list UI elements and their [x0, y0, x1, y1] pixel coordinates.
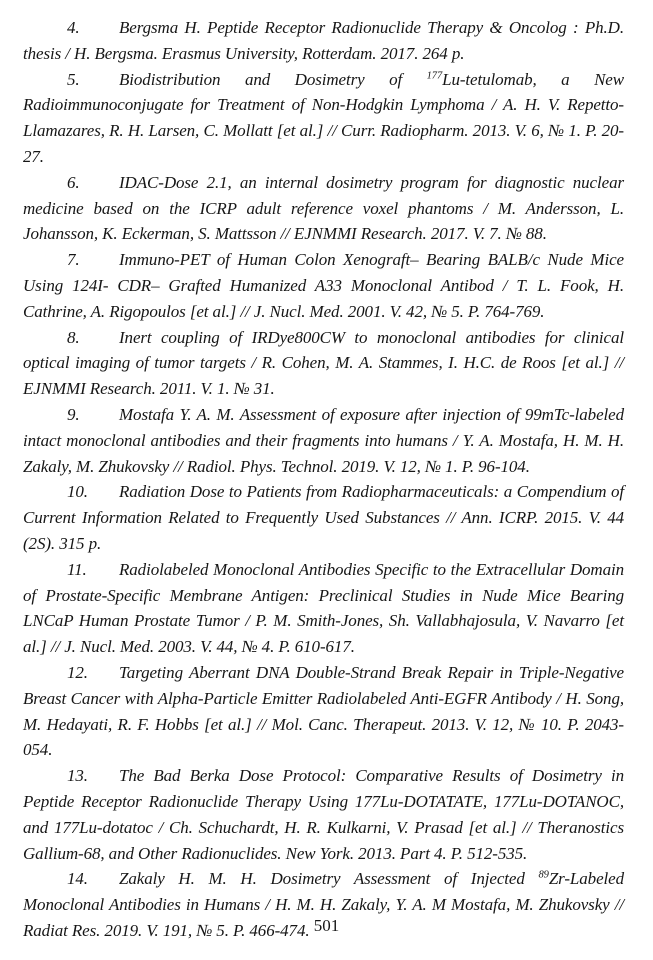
reference-item: 10. Radiation Dose to Patients from Radiopharmaceuticals: a Compendium of Current Information Related to Frequently Used Substances // Ann. ICRP. 2015. V. 44 (2S). 315 p. [23, 479, 624, 556]
page-number: 501 [313, 916, 340, 935]
reference-number: 8. [67, 327, 80, 347]
reference-number: 6. [67, 172, 80, 192]
references-list [23, 15, 624, 944]
reference-item: 5. Biodistribution and Dosimetry of $^{177}$Lu-tetulomab, a New Radioimmunoconjugate for Treatment of Non-Hodgkin Lymphoma / A. H. V. Repetto-Llamazares, R. H. Larsen, C. Mollatt [et al.] // Curr. Radiopharm. 2013. V. 6, № 1. P. 20-27. [23, 67, 624, 170]
reference-number: 9. [67, 404, 80, 424]
reference-item: 13. The Bad Berka Dose Protocol: Comparative Results of Dosimetry in Peptide Receptor Radionuclide Therapy Using 177Lu-DOTATATE, 177Lu-DOTANOC, and 177Lu-dotatoc / Ch. Schuchardt, H. R. Kulkarni, V. Prasad [et al.] // Theranostics Gallium-68, and Other Radionuclides. New York. 2013. Part 4. P. 512-535. [23, 763, 624, 866]
reference-item: 4. Bergsma H. Peptide Receptor Radionuclide Therapy & Oncolog : Ph.D. thesis / H. Bergsma. Erasmus University, Rotterdam. 2017. 264 p. [23, 15, 624, 67]
reference-number: 5. [67, 69, 80, 89]
reference-number: 12. [67, 662, 88, 682]
reference-item: 12. Targeting Aberrant DNA Double-Strand Break Repair in Triple-Negative Breast Cancer with Alpha-Particle Emitter Radiolabeled Anti-EGFR Antibody / H. Song, M. Hedayati, R. F. Hobbs [et al.] // Mol. Canc. Therapeut. 2013. V. 12, № 10. P. 2043-054. [23, 660, 624, 763]
reference-item: 14. Zakaly H. M. H. Dosimetry Assessment of Injected $^{89}$Zr-Labeled Monoclonal Antibodies in Humans / H. M. H. Zakaly, Y. A. M Mostafa, M. Zhukovsky // Radiat Res. 2019. V. 191, № 5. P. 466-474. [23, 866, 624, 943]
reference-number: 14. [67, 869, 88, 889]
reference-item: 7. Immuno-PET of Human Colon Xenograft– Bearing BALB/c Nude Mice Using 124I- CDR– Grafted Humanized A33 Monoclonal Antibod / T. L. Fook, H. Cathrine, A. Rigopoulos [et al.] // J. Nucl. Med. 2001. V. 42, № 5. P. 764-769. [23, 247, 624, 324]
reference-number: 11. [67, 559, 87, 579]
reference-item: 9. Mostafa Y. A. M. Assessment of exposure after injection of 99mTc-labeled intact monoclonal antibodies and their fragments into humans / Y. A. Mostafa, H. M. H. Zakaly, M. Zhukovsky // Radiol. Phys. Technol. 2019. V. 12, № 1. P. 96-104. [23, 402, 624, 479]
reference-number: 4. [67, 18, 80, 37]
reference-item: 11. Radiolabeled Monoclonal Antibodies Specific to the Extracellular Domain of Prostate-Specific Membrane Antigen: Preclinical Studies in Nude Mice Bearing LNCaP Human Prostate Tumor / P. M. Smith-Jones, Sh. Vallabhajosula, V. Navarro [et al.] // J. Nucl. Med. 2003. V. 44, № 4. P. 610-617. [23, 557, 624, 660]
reference-number: 7. [67, 250, 80, 270]
isotope-superscript: 89 [538, 869, 549, 881]
reference-item: 8. Inert coupling of IRDye800CW to monoclonal antibodies for clinical optical imaging of tumor targets / R. Cohen, M. A. Stammes, I. H.C. de Roos [et al.] // EJNMMI Research. 2011. V. 1. № 31. [23, 325, 624, 402]
reference-number: 10. [67, 482, 88, 502]
isotope-superscript: 177 [426, 69, 443, 81]
reference-item: 6. IDAC-Dose 2.1, an internal dosimetry program for diagnostic nuclear medicine based on the ICRP adult reference voxel phantoms / M. Andersson, L. Johansson, K. Eckerman, S. Mattsson // EJNMMI Research. 2017. V. 7. № 88. [23, 170, 624, 247]
reference-number: 13. [67, 766, 88, 786]
